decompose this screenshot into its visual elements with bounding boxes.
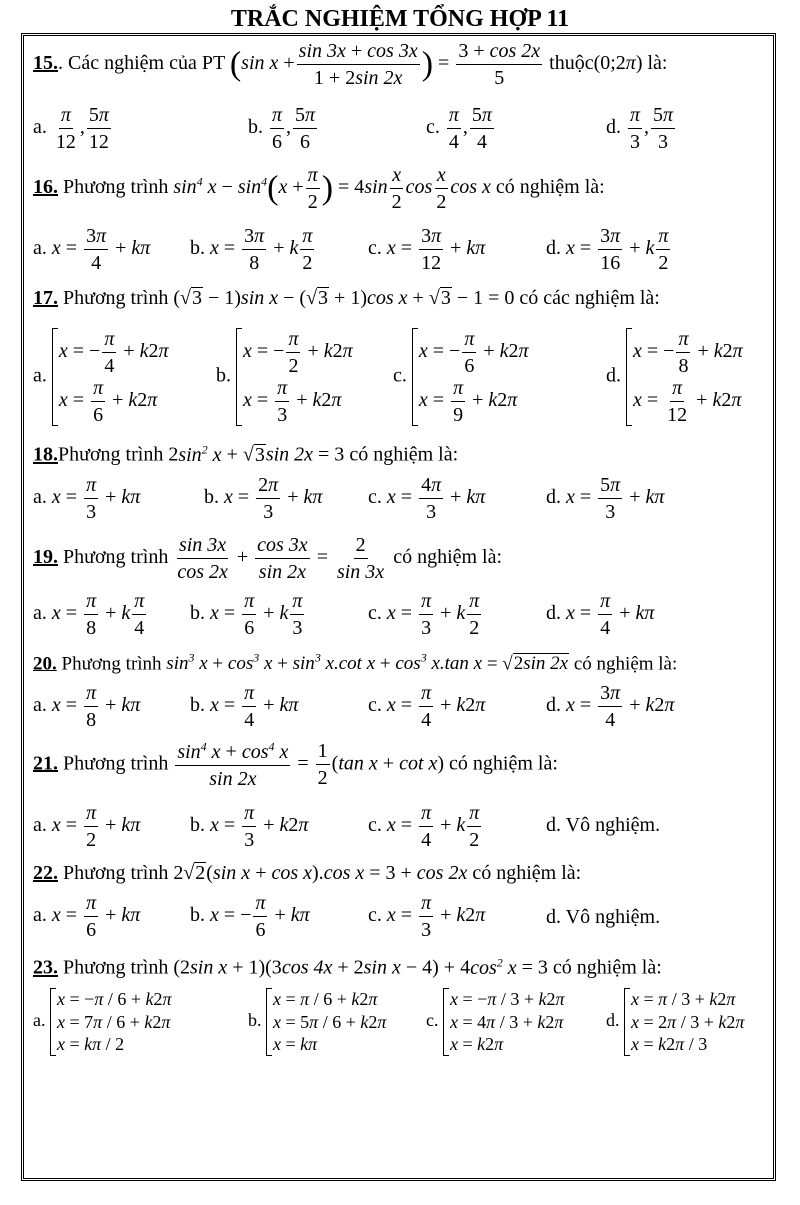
q20-option-b[interactable]: b. x = $\frac{\pi}{4}$ + kπ [190, 682, 299, 731]
q20-option-a[interactable]: a. x = $\frac{\pi}{8}$ + kπ [33, 682, 141, 731]
question-text: Phương trình [61, 653, 162, 675]
q17-option-d[interactable]: d. x = − $\frac{\pi}{8}$ + k2π x = $\frac{\pi}{12}$ + k2π [606, 328, 743, 426]
question-text-3: là: [647, 52, 668, 75]
question-number: 20. [33, 653, 57, 675]
question-15: 15.. Các nghiệm của PT (sin x + $\frac{\sin 3x + \cos 3x}{1 + 2\sin 2x}$ ) = $\frac{3 + \cos 2x}{5}$ thuộc(0;2π) là: [33, 40, 668, 89]
question-number: 16. [33, 176, 58, 199]
question-number: 23. [33, 956, 58, 979]
q21-option-b[interactable]: b. x = $\frac{\pi}{3}$ + k2π [190, 802, 309, 851]
q22-option-d[interactable]: d. Vô nghiệm. [546, 906, 661, 928]
q16-option-b[interactable]: b. x = $\frac{3\pi}{8}$ + k $\frac{\pi}{2}$ [190, 225, 313, 274]
q17-option-c[interactable]: c. x = − $\frac{\pi}{6}$ + k2π x = $\frac{\pi}{9}$ + k2π [393, 328, 529, 426]
question-22: 22. Phương trình 2√2(sin x + cos x).cos x = 3 + cos 2x có nghiệm là: [33, 862, 582, 884]
question-18: 18.Phương trình $2\sin^2$ x + √3sin 2x = 3 có nghiệm là: [33, 442, 459, 466]
question-number: 19. [33, 546, 58, 569]
q15-option-d[interactable]: d. $\frac{\pi}{3}$ , $\frac{5\pi}{3}$ [606, 104, 674, 153]
question-text: Phương trình [63, 956, 169, 979]
question-number: 21. [33, 752, 58, 775]
question-text-2: thuộc [549, 52, 594, 75]
q18-option-d[interactable]: d. x = $\frac{5\pi}{3}$ + kπ [546, 474, 665, 523]
q18-option-b[interactable]: b. x = $\frac{2\pi}{3}$ + kπ [204, 474, 323, 523]
question-text: Phương trình [58, 443, 164, 466]
q21-option-c[interactable]: c. x = $\frac{\pi}{4}$ + k $\frac{\pi}{2}$ [368, 802, 480, 851]
question-text-2: có nghiệm là: [573, 653, 678, 675]
q21-option-d[interactable]: d. Vô nghiệm. [546, 814, 661, 836]
q15-option-c[interactable]: c. $\frac{\pi}{4}$ , $\frac{5\pi}{4}$ [426, 104, 492, 153]
question-17: 17. Phương trình (√3 − 1)sin x − (√3 + 1)cos x + √3 − 1 = 0 có các nghiệm là: [33, 287, 660, 309]
question-text: Phương trình [63, 287, 169, 309]
q16-option-c[interactable]: c. x = $\frac{3\pi}{12}$ + kπ [368, 225, 486, 274]
q23-option-b[interactable]: b. x = π / 6 + k2π x = 5π / 6 + k2π x = kπ [248, 989, 387, 1054]
question-text: Phương trình [63, 176, 169, 199]
question-text-2: có nghiệm là: [472, 862, 582, 884]
question-21: 21. Phương trình $\frac{\sin^4 x + \cos^4 x}{\sin 2x}$ = $\frac{1}{2}$ (tan x + cot x) có nghiệm là: [33, 739, 558, 790]
question-text-2: có nghiệm là: [552, 956, 662, 979]
question-text-2: có các nghiệm là: [519, 287, 660, 309]
q20-option-c[interactable]: c. x = $\frac{\pi}{4}$ + k2π [368, 682, 486, 731]
question-number: 22. [33, 862, 58, 884]
question-text-2: có nghiệm là: [495, 176, 605, 199]
question-text-2: có nghiệm là: [349, 443, 459, 466]
q16-option-d[interactable]: d. x = $\frac{3\pi}{16}$ + k $\frac{\pi}{2}$ [546, 225, 669, 274]
question-text-2: có nghiệm là: [449, 752, 558, 775]
question-16: 16. Phương trình $\sin^4 x - \sin^4(x$ + $\frac{\pi}{2}$ ) = 4sin $\frac{x}{2}$ cos $\frac{x}{2}$ cos x có nghiệm là: [33, 164, 605, 213]
q19-option-b[interactable]: b. x = $\frac{\pi}{6}$ + k $\frac{\pi}{3}$ [190, 590, 303, 639]
question-23: 23. Phương trình (2sin x + 1)(3cos 4x + 2sin $x - 4) + 4\cos^2$ x = 3 có nghiệm là: [33, 955, 662, 979]
q18-option-a[interactable]: a. x = $\frac{\pi}{3}$ + kπ [33, 474, 141, 523]
q22-option-c[interactable]: c. x = $\frac{\pi}{3}$ + k2π [368, 892, 486, 941]
question-number: 18. [33, 443, 58, 466]
q15-option-b[interactable]: b. $\frac{\pi}{6}$ , $\frac{5\pi}{6}$ [248, 104, 316, 153]
q19-option-c[interactable]: c. x = $\frac{\pi}{3}$ + k $\frac{\pi}{2}$ [368, 590, 480, 639]
q23-option-a[interactable]: a. x = −π / 6 + k2π x = 7π / 6 + k2π x = kπ / 2 [33, 989, 172, 1054]
q23-option-d[interactable]: d. x = π / 3 + k2π x = 2π / 3 + k2π x = k2π / 3 [606, 989, 745, 1054]
question-number: 17. [33, 287, 58, 309]
q19-option-d[interactable]: d. x = $\frac{\pi}{4}$ + kπ [546, 590, 655, 639]
question-text: Phương trình [63, 546, 169, 569]
question-text: . Các nghiệm của PT [58, 52, 225, 75]
question-text-2: có nghiệm là: [393, 546, 503, 569]
q16-option-a[interactable]: a. x = $\frac{3\pi}{4}$ + kπ [33, 225, 151, 274]
q22-option-b[interactable]: b. x = − $\frac{\pi}{6}$ + kπ [190, 892, 310, 941]
q19-option-a[interactable]: a. x = $\frac{\pi}{8}$ + k $\frac{\pi}{4}$ [33, 590, 145, 639]
question-20: 20. Phương trình $\sin^3 x + \cos^3 x + \sin^3 x.\cot$ $x + \cos^3 x.\tan$ x = √2sin 2x có nghiệm là: [33, 651, 678, 675]
q21-option-a[interactable]: a. x = $\frac{\pi}{2}$ + kπ [33, 802, 141, 851]
q17-option-b[interactable]: b. x = − $\frac{\pi}{2}$ + k2π x = $\frac{\pi}{3}$ + k2π [216, 328, 353, 426]
question-text: Phương trình [63, 862, 169, 884]
q18-option-c[interactable]: c. x = $\frac{4\pi}{3}$ + kπ [368, 474, 486, 523]
page-title: TRẮC NGHIỆM TỔNG HỢP 11 [230, 6, 570, 32]
question-19: 19. Phương trình $\frac{\sin 3x}{\cos 2x}$ + $\frac{\cos 3x}{\sin 2x}$ = $\frac{2}{\sin 3x}$ có nghiệm là: [33, 534, 503, 583]
q22-option-a[interactable]: a. x = $\frac{\pi}{6}$ + kπ [33, 892, 141, 941]
q17-option-a[interactable]: a. x = − $\frac{\pi}{4}$ + k2π x = $\frac{\pi}{6}$ + k2π [33, 328, 169, 426]
q23-option-c[interactable]: c. x = −π / 3 + k2π x = 4π / 3 + k2π x = k2π [426, 989, 565, 1054]
q15-option-a[interactable]: a. $\frac{\pi}{12}$ , $\frac{5\pi}{12}$ [33, 104, 109, 153]
question-number: 15. [33, 52, 58, 75]
question-text: Phương trình [63, 752, 169, 775]
q20-option-d[interactable]: d. x = $\frac{3\pi}{4}$ + k2π [546, 682, 675, 731]
